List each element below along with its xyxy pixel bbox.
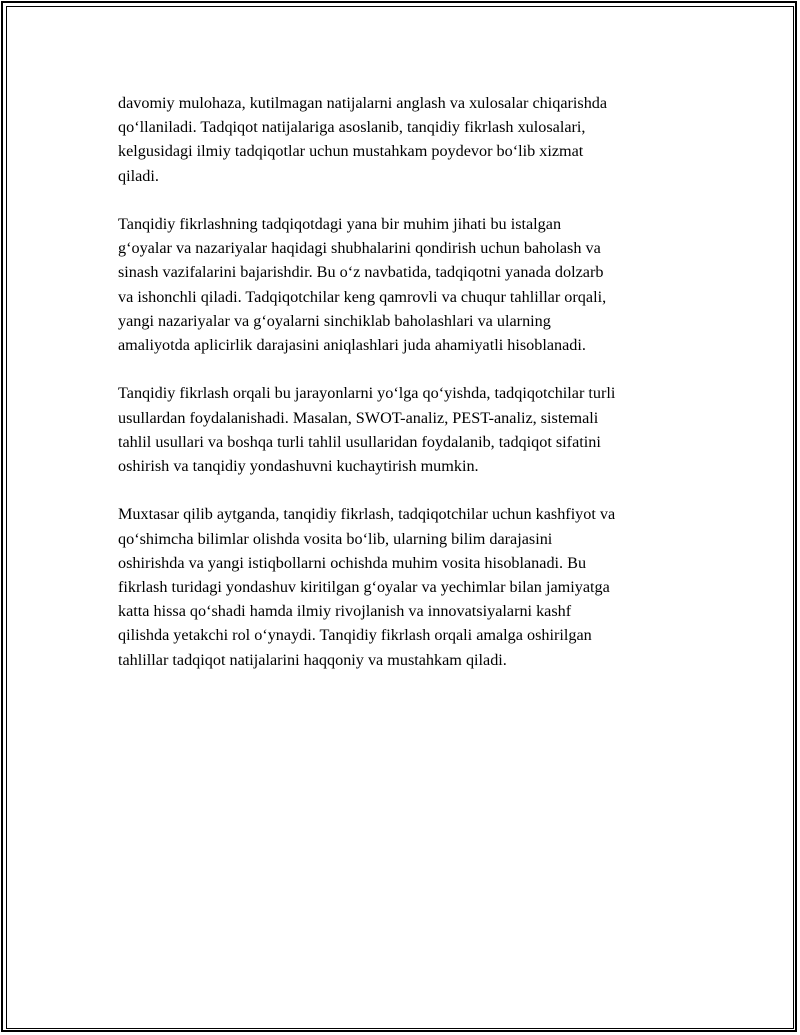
text-line: qo‘llaniladi. Tadqiqot natijalariga asoslanib, tanqidiy fikrlash xulosalari, (118, 118, 586, 137)
paragraph-4 (118, 502, 698, 671)
text-line: qo‘shimcha bilimlar olishda vosita bo‘lib, ularning bilim darajasini (118, 529, 553, 548)
text-line: fikrlash turidagi yondashuv kiritilgan g‘oyalar va yechimlar bilan jamiyatga (118, 578, 610, 597)
text-line: davomiy mulohaza, kutilmagan natijalarni anglash va xulosalar chiqarishda (118, 94, 608, 112)
text-line: tahlillar tadqiqot natijalarini haqqoniy va mustahkam qiladi. (118, 650, 507, 669)
text-line: katta hissa qo‘shadi hamda ilmiy rivojlanish va innovatsiyalarni kashf (118, 602, 572, 621)
paragraph-2 (118, 212, 698, 357)
text-line: Muxtasar qilib aytganda, tanqidiy fikrlash, tadqiqotchilar uchun kashfiyot va (118, 505, 616, 524)
text-line: oshirish va tanqidiy yondashuvni kuchaytirish mumkin. (118, 457, 479, 476)
text-line: kelgusidagi ilmiy tadqiqotlar uchun mustahkam poydevor bo‘lib xizmat (118, 142, 584, 161)
text-line: g‘oyalar va nazariyalar haqidagi shubhalarini qondirish uchun baholash va (118, 239, 601, 258)
text-line: va ishonchli qiladi. Tadqiqotchilar keng qamrovli va chuqur tahlillar orqali, (118, 287, 607, 306)
text-line: oshirishda va yangi istiqbollarni ochishda muhim vosita hisoblanadi. Bu (118, 553, 587, 572)
text-line: tahlil usullari va boshqa turli tahlil usullaridan foydalanib, tadqiqot sifatini (118, 432, 601, 451)
text-line: sinash vazifalarini bajarishdir. Bu o‘z navbatida, tadqiqotni yanada dolzarb (118, 263, 604, 282)
text-line: usullardan foydalanishadi. Masalan, SWOT-analiz, PEST-analiz, sistemali (118, 408, 599, 427)
paragraph-3 (118, 381, 698, 478)
text-line: qilishda yetakchi rol o‘ynaydi. Tanqidiy fikrlash orqali amalga oshirilgan (118, 626, 592, 645)
document-body (118, 91, 698, 696)
text-line: Tanqidiy fikrlashning tadqiqotdagi yana bir muhim jihati bu istalgan (118, 215, 562, 233)
text-line: Tanqidiy fikrlash orqali bu jarayonlarni yo‘lga qo‘yishda, tadqiqotchilar turli (118, 384, 616, 403)
text-line: amaliyotda aplicirlik darajasini aniqlashlari juda ahamiyatli hisoblanadi. (118, 336, 586, 355)
text-line: qiladi. (118, 166, 159, 185)
text-line: yangi nazariyalar va g‘oyalarni sinchiklab baholashlari va ularning (118, 311, 551, 330)
paragraph-1 (118, 91, 698, 188)
